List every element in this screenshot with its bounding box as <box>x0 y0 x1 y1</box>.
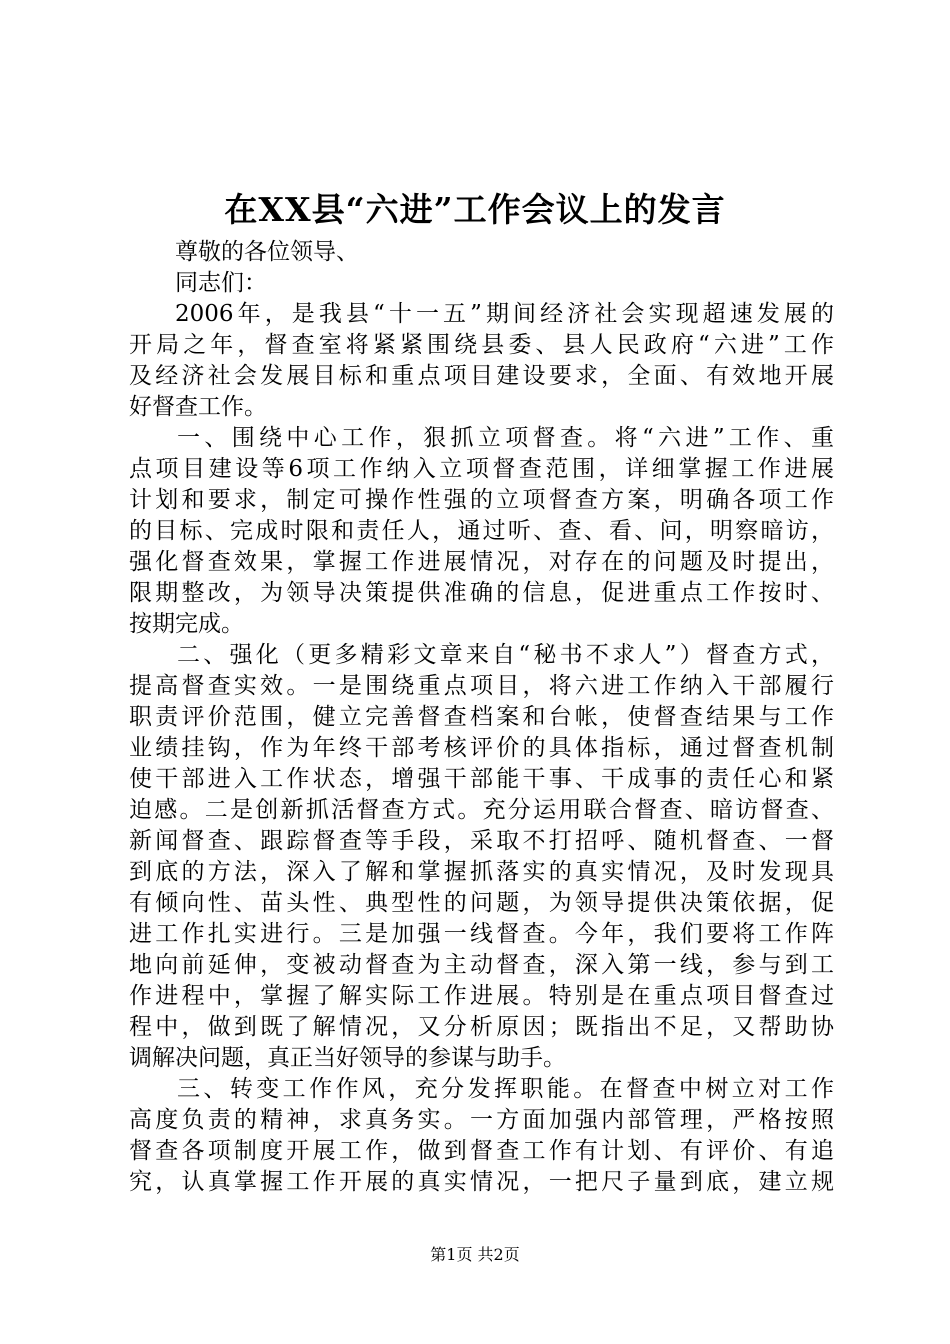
paragraph-line: 的目标、完成时限和责任人，通过听、查、看、问，明察暗访， <box>129 518 834 544</box>
paragraph-line: 新闻督查、跟踪督查等手段，采取不打招呼、随机督查、一督 <box>129 828 834 854</box>
paragraph-line: 强化督查效果，掌握工作进展情况，对存在的问题及时提出， <box>129 549 834 575</box>
paragraph-line: 职责评价范围，健立完善督查档案和台帐，使督查结果与工作 <box>129 704 834 730</box>
paragraph-line: 按期完成。 <box>129 611 244 637</box>
page-title: 在XX县“六进”工作会议上的发言 <box>224 190 726 229</box>
paragraph-line: 好督查工作。 <box>129 394 267 420</box>
paragraph-line: 2006年，是我县“十一五”期间经济社会实现超速发展的 <box>175 301 834 327</box>
paragraph-line: 点项目建设等6项工作纳入立项督查范围，详细掌握工作进展 <box>129 456 834 482</box>
salutation-line: 尊敬的各位领导、 <box>175 239 359 265</box>
paragraph-line: 限期整改，为领导决策提供准确的信息，促进重点工作按时、 <box>129 580 834 606</box>
paragraph-line: 一、围绕中心工作，狠抓立项督查。将“六进”工作、重 <box>177 425 834 451</box>
paragraph-line: 迫感。二是创新抓活督查方式。充分运用联合督查、暗访督查、 <box>129 797 834 823</box>
paragraph-line: 督查各项制度开展工作，做到督查工作有计划、有评价、有追 <box>129 1138 834 1164</box>
paragraph-line: 究，认真掌握工作开展的真实情况，一把尺子量到底，建立规 <box>129 1169 834 1195</box>
paragraph-line: 使干部进入工作状态，增强干部能干事、干成事的责任心和紧 <box>129 766 834 792</box>
paragraph-line: 计划和要求，制定可操作性强的立项督查方案，明确各项工作 <box>129 487 834 513</box>
paragraph-line: 三、转变工作作风，充分发挥职能。在督查中树立对工作 <box>177 1076 834 1102</box>
salutation-line: 同志们： <box>175 270 267 296</box>
page-number-footer: 第1页 共2页 <box>430 1245 520 1264</box>
paragraph-line: 进工作扎实进行。三是加强一线督查。今年，我们要将工作阵 <box>129 921 834 947</box>
paragraph-line: 程中，做到既了解情况，又分析原因；既指出不足，又帮助协 <box>129 1014 834 1040</box>
paragraph-line: 有倾向性、苗头性、典型性的问题，为领导提供决策依据，促 <box>129 890 834 916</box>
paragraph-line: 业绩挂钩，作为年终干部考核评价的具体指标，通过督查机制 <box>129 735 834 761</box>
document-body <box>129 237 834 1198</box>
paragraph-line: 及经济社会发展目标和重点项目建设要求，全面、有效地开展 <box>129 363 834 389</box>
paragraph-line: 高度负责的精神，求真务实。一方面加强内部管理，严格按照 <box>129 1107 834 1133</box>
paragraph-line: 开局之年，督查室将紧紧围绕县委、县人民政府“六进”工作 <box>129 332 834 358</box>
paragraph-line: 地向前延伸，变被动督查为主动督查，深入第一线，参与到工 <box>129 952 834 978</box>
paragraph-line: 作进程中，掌握了解实际工作进展。特别是在重点项目督查过 <box>129 983 834 1009</box>
paragraph-line: 到底的方法，深入了解和掌握抓落实的真实情况，及时发现具 <box>129 859 834 885</box>
paragraph-line: 调解决问题，真正当好领导的参谋与助手。 <box>129 1045 566 1071</box>
paragraph-line: 二、强化（更多精彩文章来自“秘书不求人”）督查方式， <box>177 642 834 668</box>
paragraph-line: 提高督查实效。一是围绕重点项目，将六进工作纳入干部履行 <box>129 673 834 699</box>
